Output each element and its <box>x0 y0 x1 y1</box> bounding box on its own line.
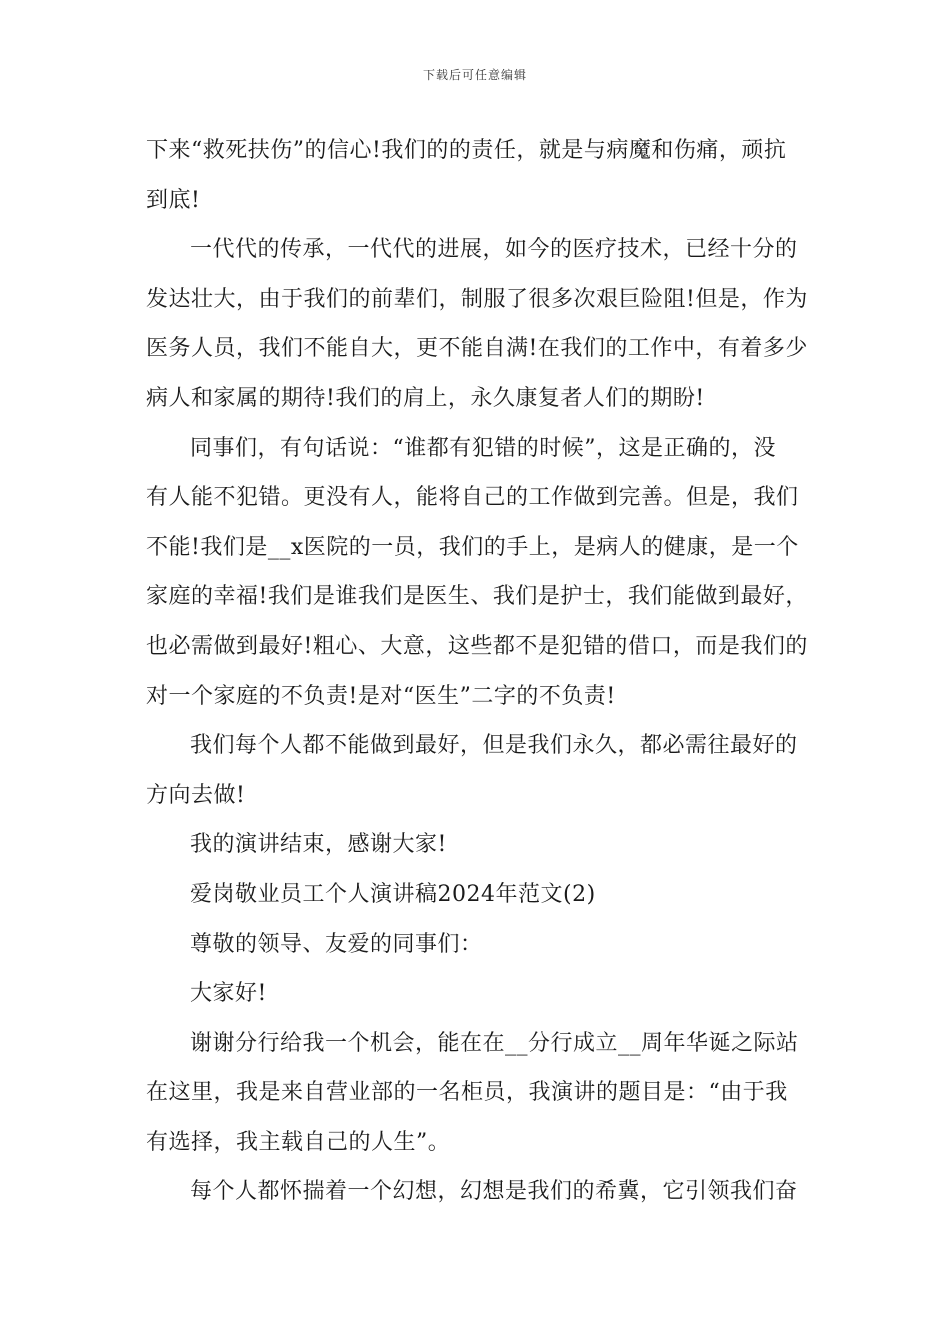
text-line: 有选择，我主载自己的人生”。 <box>146 1129 451 1155</box>
paragraph-start: 每个人都怀揣着一个幻想，幻想是我们的希冀，它引领我们奋 <box>190 1179 798 1205</box>
paragraph-start: 一代代的传承，一代代的进展，如今的医疗技术，已经十分的 <box>190 237 798 263</box>
text-line: 也必需做到最好!粗心、大意，这些都不是犯错的借口，而是我们的 <box>146 633 808 659</box>
text-line: 在这里，我是来自营业部的一名柜员，我演讲的题目是：“由于我 <box>146 1080 788 1106</box>
text-line: 不能!我们是__x医院的一员，我们的手上，是病人的健康，是一个 <box>146 534 799 560</box>
text-line: 发达壮大，由于我们的前辈们，制服了很多次艰巨险阻!但是，作为 <box>146 286 808 312</box>
paragraph-start: 谢谢分行给我一个机会，能在在__分行成立__周年华诞之际站 <box>190 1030 799 1056</box>
text-line: 医务人员，我们不能自大，更不能自满!在我们的工作中，有着多少 <box>146 336 808 362</box>
text-line: 方向去做! <box>146 782 246 808</box>
greeting: 大家好! <box>190 981 267 1007</box>
page-header: 下载后可任意编辑 <box>422 68 527 82</box>
paragraph-start: 我的演讲结束，感谢大家! <box>190 832 447 858</box>
text-line: 病人和家属的期待!我们的肩上，永久康复者人们的期盼! <box>146 385 705 411</box>
text-line: 有人能不犯错。更没有人，能将自己的工作做到完善。但是，我们 <box>146 485 799 511</box>
text-line: 到底! <box>146 187 201 213</box>
salutation: 尊敬的领导、友爱的同事们： <box>190 931 483 957</box>
section-title: 爱岗敬业员工个人演讲稿2024年范文(2) <box>190 881 596 907</box>
text-line: 家庭的幸福!我们是谁我们是医生、我们是护士，我们能做到最好， <box>146 584 808 610</box>
text-line: 下来“救死扶伤”的信心!我们的的责任，就是与病魔和伤痛，顽抗 <box>146 138 787 163</box>
paragraph-start: 我们每个人都不能做到最好，但是我们永久，都必需往最好的 <box>190 733 798 759</box>
paragraph-start: 同事们，有句话说：“谁都有犯错的时候”，这是正确的，没 <box>190 435 776 461</box>
document-body <box>146 126 810 1217</box>
text-line: 对一个家庭的不负责!是对“医生”二字的不负责! <box>146 683 616 709</box>
